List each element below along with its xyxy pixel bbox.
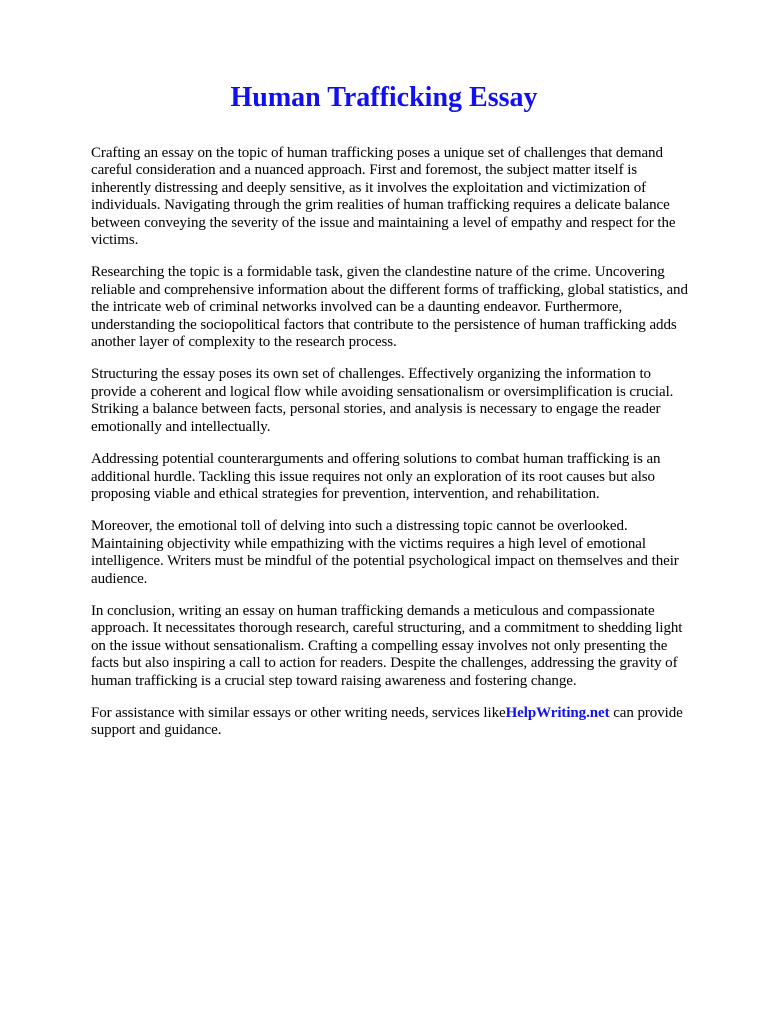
paragraph-conclusion: In conclusion, writing an essay on human trafficking demands a meticulous and compassionate approach. It necessitates thorough research, careful structuring, and a commitment to shedding light on the issue without sensationalism. Crafting a compelling essay involves not only presenting the facts but also inspiring a call to action for readers. Despite the challenges, addressing the gravity of human trafficking is a crucial step toward raising awareness and fostering change. bbox=[91, 602, 683, 689]
paragraph-intro: Crafting an essay on the topic of human trafficking poses a unique set of challenges that demand careful consideration and a nuanced approach. First and foremost, the subject matter itself is inherently distressing and deeply sensitive, as it involves the exploitation and victimization of individuals. Navigating through the grim realities of human trafficking requires a delicate balance between conveying the severity of the issue and maintaining a level of empathy and respect for the victims. bbox=[91, 145, 676, 249]
paragraph-structure: Structuring the essay poses its own set of challenges. Effectively organizing the information to provide a coherent and logical flow while avoiding sensationalism or oversimplification is crucial. Striking a balance between facts, personal stories, and analysis is necessary to engage the reader emotionally and intellectually. bbox=[91, 366, 674, 435]
paragraph-closing bbox=[91, 705, 691, 740]
closing-text-after: can provide support and guidance. bbox=[91, 704, 683, 739]
paragraph-counterarguments: Addressing potential counterarguments and offering solutions to combat human trafficking is an additional hurdle. Tackling this issue requires not only an exploration of its root causes but also proposing viable and ethical strategies for prevention, intervention, and rehabilitation. bbox=[91, 451, 661, 502]
closing-text-before: For assistance with similar essays or other writing needs, services like bbox=[91, 704, 506, 721]
paragraph-research: Researching the topic is a formidable task, given the clandestine nature of the crime. Uncovering reliable and comprehensive information about the different forms of trafficking, global statistics, and the intricate web of criminal networks involved can be a daunting endeavor. Furthermore, understanding the sociopolitical factors that contribute to the persistence of human trafficking adds another layer of complexity to the research process. bbox=[91, 264, 688, 351]
helpwriting-link[interactable]: HelpWriting.net bbox=[505, 704, 610, 721]
document-title: Human Trafficking Essay bbox=[230, 82, 538, 113]
paragraph-emotional-toll: Moreover, the emotional toll of delving into such a distressing topic cannot be overlooked. Maintaining objectivity while empathizing with the victims requires a high level of emotional intelligence. Writers must be mindful of the potential psychological impact on themselves and their audience. bbox=[91, 518, 679, 587]
document-body bbox=[91, 145, 691, 755]
